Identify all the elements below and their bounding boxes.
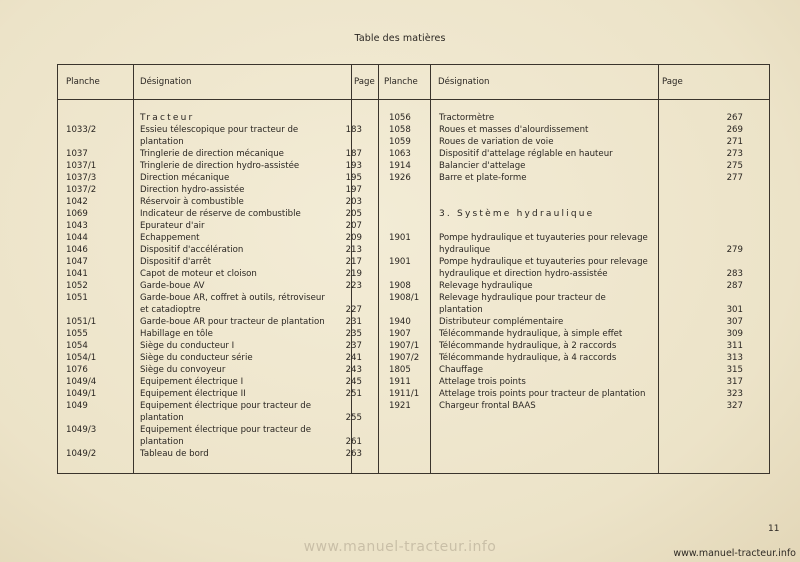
toc-row	[66, 280, 376, 292]
toc-table	[57, 64, 770, 474]
col-divider-center	[378, 65, 379, 473]
planche-number: 1805	[389, 365, 411, 375]
watermark-center: www.manuel-tracteur.info	[303, 539, 497, 555]
page-reference: 193	[345, 161, 362, 171]
page-reference: 195	[345, 173, 362, 183]
designation-text: plantation	[439, 305, 483, 315]
page-reference: 309	[726, 329, 743, 339]
planche-number: 1908	[389, 281, 411, 291]
page-reference: 263	[345, 449, 362, 459]
header-page-left: Page	[354, 77, 375, 87]
toc-row	[389, 268, 764, 280]
planche-number: 1907	[389, 329, 411, 339]
planche-number: 1901	[389, 257, 411, 267]
page-reference: 187	[345, 149, 362, 159]
toc-row	[66, 424, 376, 436]
toc-row	[66, 340, 376, 352]
page-reference: 183	[345, 125, 362, 135]
designation-text: Garde-boue AR, coffret à outils, rétroviseur	[140, 293, 325, 303]
page-reference: 287	[726, 281, 743, 291]
planche-number: 1901	[389, 233, 411, 243]
planche-number: 1063	[389, 149, 411, 159]
page-reference: 311	[726, 341, 743, 351]
toc-row	[389, 292, 764, 304]
toc-row	[66, 400, 376, 412]
page-reference: 271	[726, 137, 743, 147]
page-reference: 245	[345, 377, 362, 387]
planche-number: 1037	[66, 149, 88, 159]
planche-number: 1054/1	[66, 353, 97, 363]
page-reference: 223	[345, 281, 362, 291]
toc-row	[66, 220, 376, 232]
toc-row	[389, 364, 764, 376]
designation-text: plantation	[140, 137, 184, 147]
header-page-right: Page	[662, 77, 683, 87]
section-title: 3. Système hydraulique	[439, 209, 595, 219]
toc-row	[389, 340, 764, 352]
planche-number: 1054	[66, 341, 88, 351]
designation-text: Distributeur complémentaire	[439, 317, 564, 327]
planche-number: 1046	[66, 245, 88, 255]
page-title: Table des matières	[354, 33, 446, 44]
header-planche-left: Planche	[66, 77, 100, 87]
designation-text: hydraulique	[439, 245, 491, 255]
page-reference: 307	[726, 317, 743, 327]
designation-text: Balancier d'attelage	[439, 161, 526, 171]
toc-row	[66, 328, 376, 340]
designation-text: plantation	[140, 437, 184, 447]
planche-number: 1926	[389, 173, 411, 183]
page-reference: 213	[345, 245, 362, 255]
toc-row	[66, 256, 376, 268]
page-reference: 207	[345, 221, 362, 231]
toc-row	[389, 304, 764, 316]
designation-text: plantation	[140, 413, 184, 423]
toc-row	[389, 184, 764, 196]
designation-text: Chargeur frontal BAAS	[439, 401, 536, 411]
designation-text: Tractormètre	[439, 113, 495, 123]
designation-text: Chauffage	[439, 365, 484, 375]
designation-text: Direction hydro-assistée	[140, 185, 245, 195]
toc-row	[66, 376, 376, 388]
toc-row	[389, 112, 764, 124]
toc-row	[66, 124, 376, 136]
designation-text: Habillage en tôle	[140, 329, 213, 339]
toc-row	[66, 160, 376, 172]
designation-text: Siège du convoyeur	[140, 365, 226, 375]
page-reference: 219	[345, 269, 362, 279]
toc-row	[66, 388, 376, 400]
planche-number: 1051	[66, 293, 88, 303]
designation-text: Capot de moteur et cloison	[140, 269, 257, 279]
toc-row	[66, 184, 376, 196]
designation-text: hydraulique et direction hydro-assistée	[439, 269, 608, 279]
page-reference: 209	[345, 233, 362, 243]
planche-number: 1056	[389, 113, 411, 123]
toc-row	[66, 136, 376, 148]
toc-row	[66, 304, 376, 316]
toc-row	[66, 436, 376, 448]
page-reference: 301	[726, 305, 743, 315]
page-reference: 251	[345, 389, 362, 399]
planche-number: 1044	[66, 233, 88, 243]
planche-number: 1059	[389, 137, 411, 147]
planche-number: 1076	[66, 365, 88, 375]
page-reference: 323	[726, 389, 743, 399]
designation-text: Dispositif d'arrêt	[140, 257, 212, 267]
planche-number: 1907/1	[389, 341, 420, 351]
designation-text: Indicateur de réserve de combustible	[140, 209, 301, 219]
planche-number: 1940	[389, 317, 411, 327]
planche-number: 1042	[66, 197, 88, 207]
toc-row	[66, 412, 376, 424]
toc-row	[389, 124, 764, 136]
planche-number: 1058	[389, 125, 411, 135]
designation-text: et catadioptre	[140, 305, 201, 315]
page-reference: 241	[345, 353, 362, 363]
planche-number: 1069	[66, 209, 88, 219]
page-reference: 267	[726, 113, 743, 123]
designation-text: Tringlerie de direction mécanique	[140, 149, 284, 159]
planche-number: 1037/3	[66, 173, 97, 183]
toc-row	[389, 232, 764, 244]
planche-number: 1051/1	[66, 317, 97, 327]
page-reference: 255	[345, 413, 362, 423]
planche-number: 1052	[66, 281, 88, 291]
page-reference: 217	[345, 257, 362, 267]
header-designation-left: Désignation	[140, 77, 192, 87]
page-reference: 235	[345, 329, 362, 339]
planche-number: 1043	[66, 221, 88, 231]
toc-row	[66, 208, 376, 220]
planche-number: 1047	[66, 257, 88, 267]
toc-row	[66, 448, 376, 460]
designation-text: Echappement	[140, 233, 200, 243]
page-reference: 237	[345, 341, 362, 351]
designation-text: Direction mécanique	[140, 173, 230, 183]
designation-text: Attelage trois points	[439, 377, 526, 387]
page-reference: 327	[726, 401, 743, 411]
designation-text: Pompe hydraulique et tuyauteries pour relevage	[439, 233, 648, 243]
planche-number: 1055	[66, 329, 88, 339]
planche-number: 1911/1	[389, 389, 420, 399]
toc-row	[66, 232, 376, 244]
toc-row	[66, 172, 376, 184]
toc-row	[66, 244, 376, 256]
designation-text: Roues de variation de voie	[439, 137, 554, 147]
designation-text: Dispositif d'attelage réglable en hauteur	[439, 149, 613, 159]
designation-text: Réservoir à combustible	[140, 197, 244, 207]
planche-number: 1037/2	[66, 185, 97, 195]
planche-number: 1907/2	[389, 353, 420, 363]
toc-row	[389, 256, 764, 268]
page-reference: 197	[345, 185, 362, 195]
designation-text: Télécommande hydraulique, à 4 raccords	[439, 353, 617, 363]
designation-text: Tableau de bord	[140, 449, 209, 459]
page-reference: 315	[726, 365, 743, 375]
planche-number: 1914	[389, 161, 411, 171]
toc-row	[66, 196, 376, 208]
toc-row	[389, 280, 764, 292]
toc-row	[389, 196, 764, 208]
watermark-right: www.manuel-tracteur.info	[673, 548, 796, 559]
page-reference: 313	[726, 353, 743, 363]
designation-text: Barre et plate-forme	[439, 173, 527, 183]
page-reference: 205	[345, 209, 362, 219]
header-designation-right: Désignation	[438, 77, 490, 87]
designation-text: Relevage hydraulique pour tracteur de	[439, 293, 606, 303]
planche-number: 1049/3	[66, 425, 97, 435]
planche-number: 1921	[389, 401, 411, 411]
planche-number: 1049/1	[66, 389, 97, 399]
toc-row	[389, 316, 764, 328]
toc-row	[66, 112, 376, 124]
planche-number: 1037/1	[66, 161, 97, 171]
page-reference: 227	[345, 305, 362, 315]
designation-text: Garde-boue AR pour tracteur de plantation	[140, 317, 325, 327]
toc-row	[389, 352, 764, 364]
page-reference: 203	[345, 197, 362, 207]
planche-number: 1049/4	[66, 377, 97, 387]
page-reference: 231	[345, 317, 362, 327]
designation-text: Télécommande hydraulique, à 2 raccords	[439, 341, 617, 351]
planche-number: 1049/2	[66, 449, 97, 459]
toc-row	[389, 148, 764, 160]
header-divider	[58, 99, 769, 100]
designation-text: Tringlerie de direction hydro-assistée	[140, 161, 300, 171]
designation-text: Roues et masses d'alourdissement	[439, 125, 589, 135]
designation-text: Télécommande hydraulique, à simple effet	[439, 329, 623, 339]
designation-text: Equipement électrique pour tracteur de	[140, 401, 311, 411]
page-number: 11	[768, 524, 780, 534]
section-title: Tracteur	[140, 113, 195, 123]
page-reference: 283	[726, 269, 743, 279]
designation-text: Dispositif d'accélération	[140, 245, 244, 255]
page-reference: 275	[726, 161, 743, 171]
toc-row	[389, 220, 764, 232]
planche-number: 1049	[66, 401, 88, 411]
page-reference: 243	[345, 365, 362, 375]
designation-text: Attelage trois points pour tracteur de plantation	[439, 389, 646, 399]
page-reference: 279	[726, 245, 743, 255]
designation-text: Essieu télescopique pour tracteur de	[140, 125, 299, 135]
toc-row	[66, 364, 376, 376]
toc-row	[66, 148, 376, 160]
designation-text: Equipement électrique I	[140, 377, 244, 387]
header-planche-right: Planche	[384, 77, 418, 87]
toc-row	[66, 352, 376, 364]
toc-row	[66, 316, 376, 328]
designation-text: Relevage hydraulique	[439, 281, 533, 291]
toc-row	[66, 292, 376, 304]
toc-row	[389, 328, 764, 340]
designation-text: Pompe hydraulique et tuyauteries pour relevage	[439, 257, 648, 267]
designation-text: Equipement électrique pour tracteur de	[140, 425, 311, 435]
page-reference: 269	[726, 125, 743, 135]
toc-row	[389, 172, 764, 184]
toc-row	[389, 400, 764, 412]
page-reference: 277	[726, 173, 743, 183]
page-reference: 317	[726, 377, 743, 387]
toc-row	[389, 376, 764, 388]
planche-number: 1908/1	[389, 293, 420, 303]
designation-text: Siège du conducteur I	[140, 341, 235, 351]
toc-row	[389, 388, 764, 400]
toc-row	[66, 268, 376, 280]
planche-number: 1033/2	[66, 125, 97, 135]
designation-text: Siège du conducteur série	[140, 353, 253, 363]
toc-row	[389, 244, 764, 256]
toc-row	[389, 208, 764, 220]
toc-row	[389, 160, 764, 172]
planche-number: 1911	[389, 377, 411, 387]
left-column	[66, 112, 376, 460]
designation-text: Equipement électrique II	[140, 389, 246, 399]
toc-row	[389, 136, 764, 148]
designation-text: Epurateur d'air	[140, 221, 205, 231]
page-reference: 261	[345, 437, 362, 447]
planche-number: 1041	[66, 269, 88, 279]
right-column	[389, 112, 764, 412]
page-reference: 273	[726, 149, 743, 159]
designation-text: Garde-boue AV	[140, 281, 205, 291]
